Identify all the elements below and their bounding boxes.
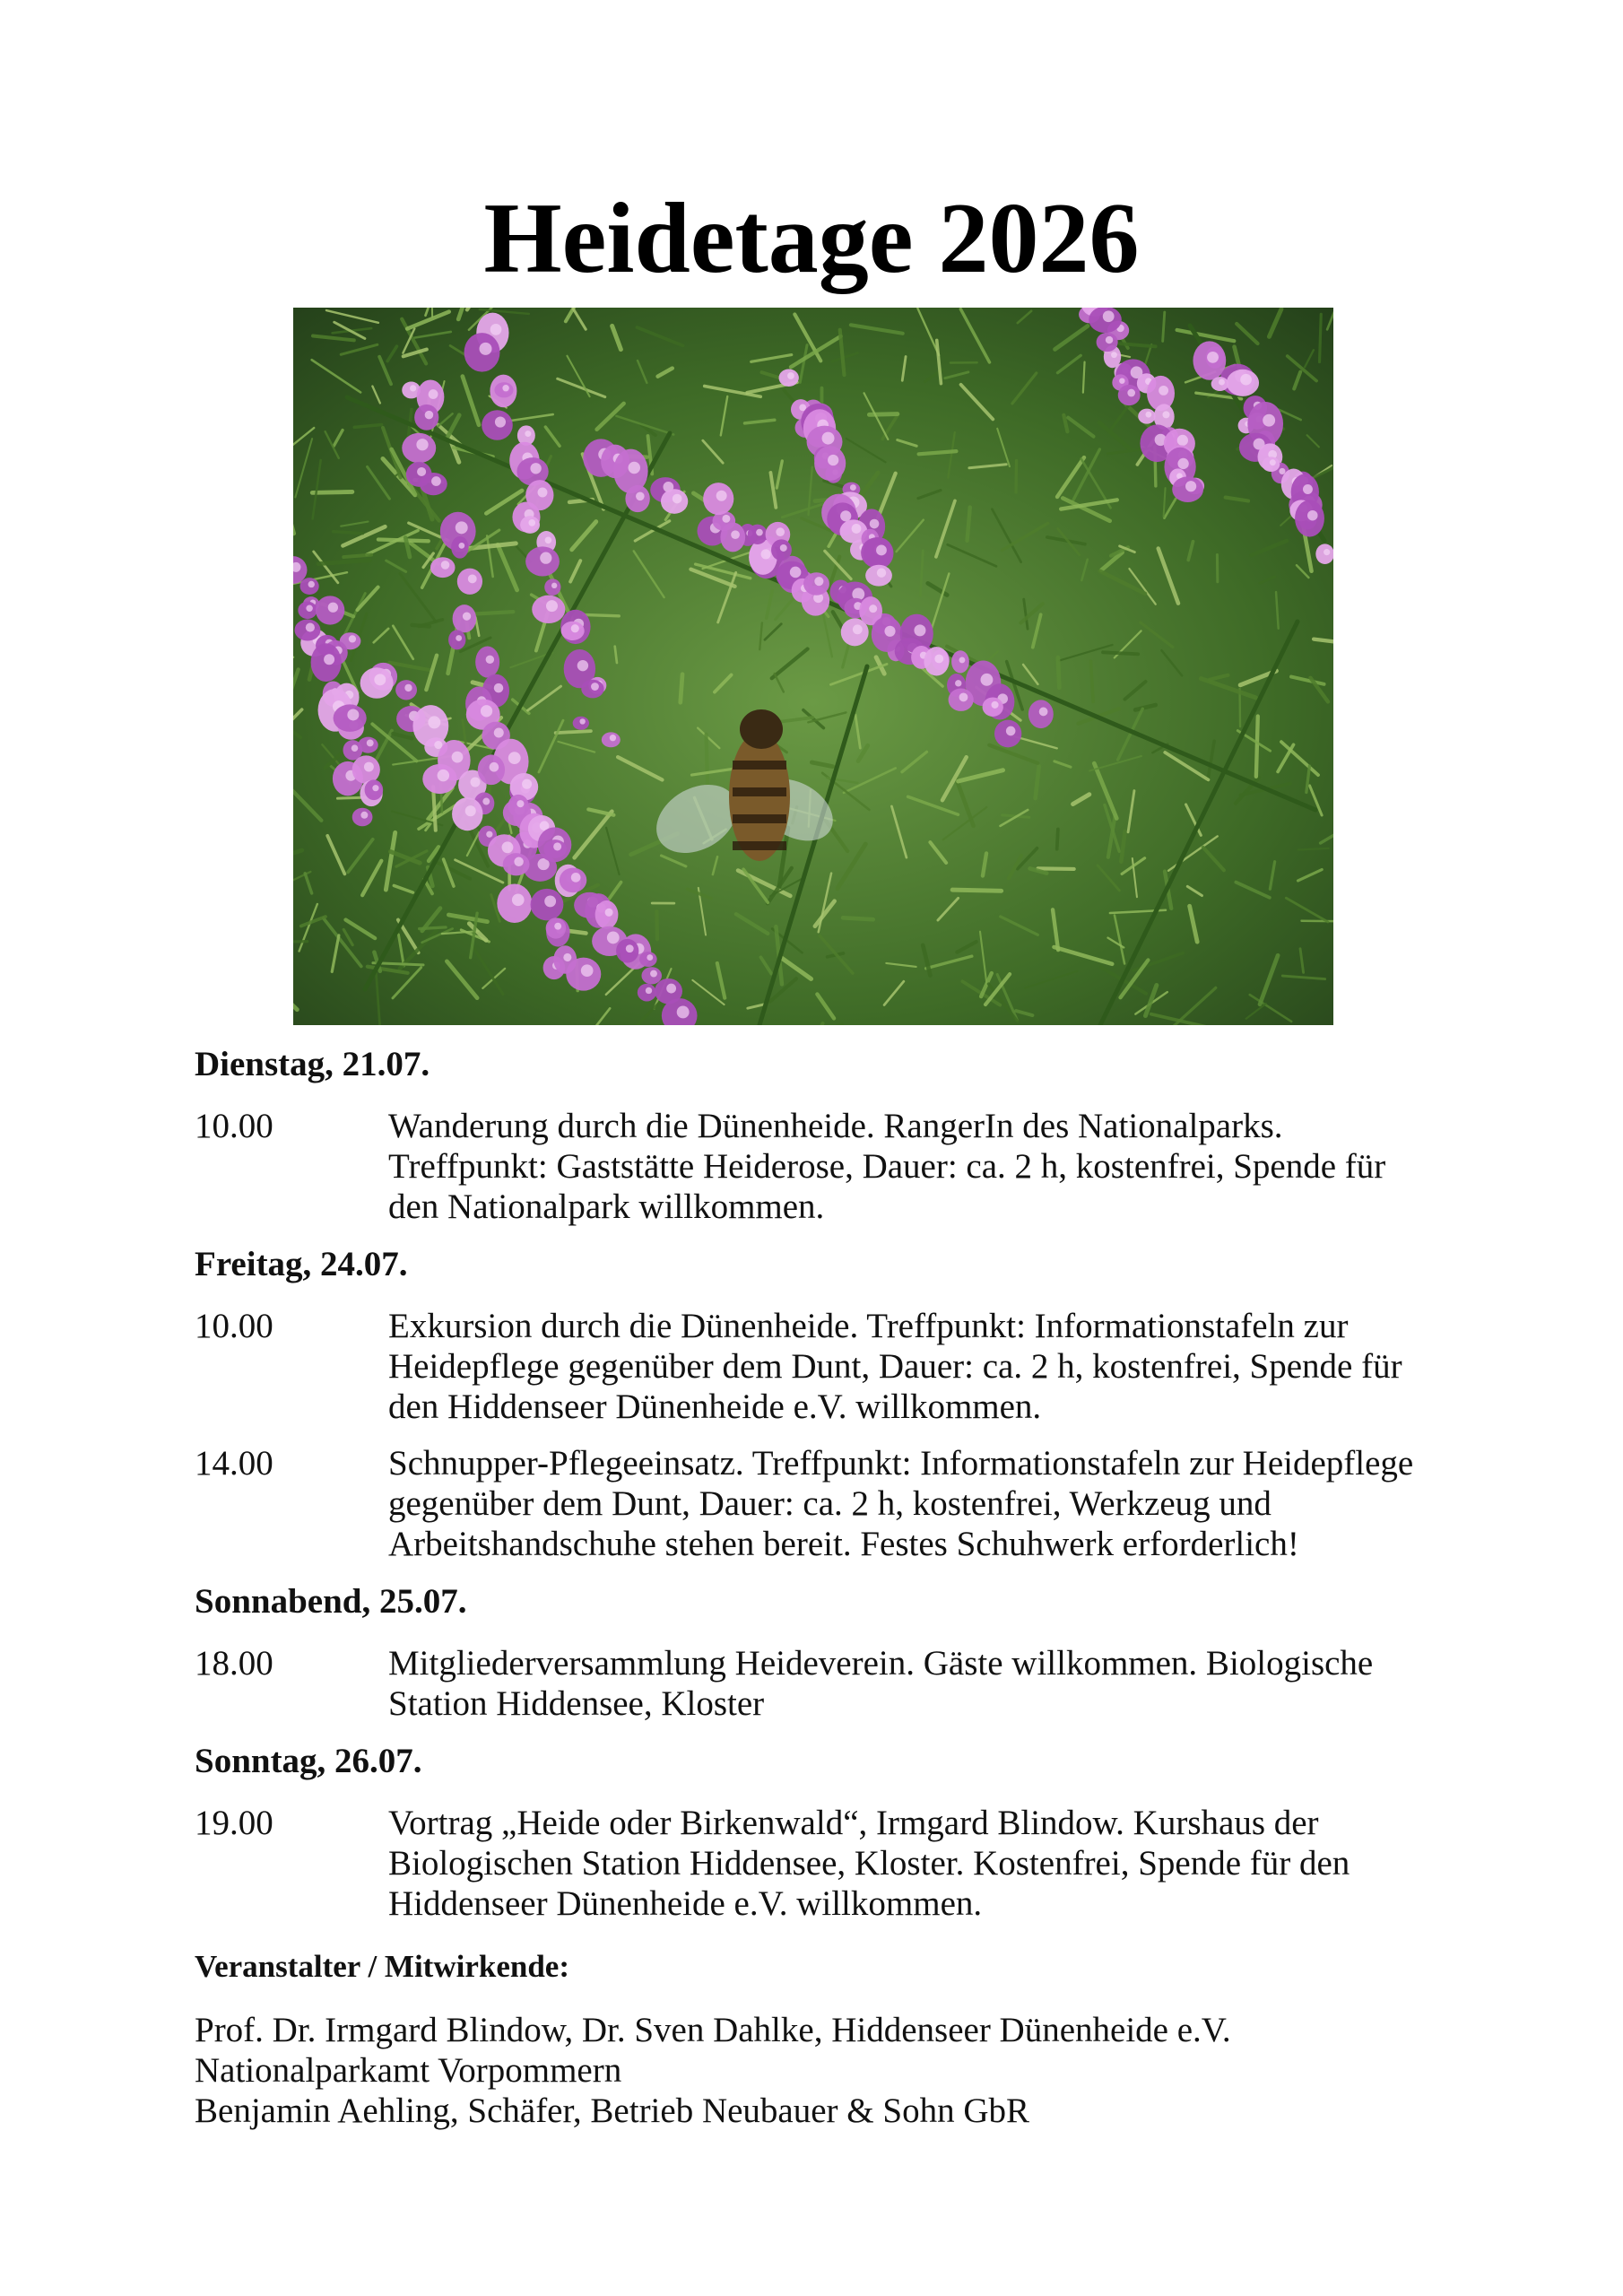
event-description-line: Biologischen Station Hiddensee, Kloster. Kostenfrei, Spende für den (388, 1844, 1350, 1883)
event-row (195, 1643, 1468, 1724)
event-description-line: Exkursion durch die Dünenheide. Treffpunkt: Informationstafeln zur (388, 1307, 1349, 1345)
event-description-line: Vortrag „Heide oder Birkenwald“, Irmgard Blindow. Kurshaus der (388, 1804, 1319, 1842)
heather-bee-photo (293, 308, 1333, 1025)
event-description-line: gegenüber dem Dunt, Dauer: ca. 2 h, kostenfrei, Werkzeug und (388, 1484, 1271, 1523)
event-row (195, 1306, 1468, 1427)
event-description (388, 1643, 1468, 1724)
credits-heading: Veranstalter / Mitwirkende: (195, 1949, 569, 1984)
credits-section (195, 1946, 1468, 2131)
event-schedule (195, 1043, 1468, 2131)
event-description-line: Wanderung durch die Dünenheide. RangerIn des Nationalparks. (388, 1107, 1283, 1145)
heather-bee-image (293, 308, 1333, 1025)
day-heading: Freitag, 24.07. (195, 1245, 408, 1283)
credits-line: Nationalparkamt Vorpommern (195, 2051, 622, 2090)
day-heading: Sonnabend, 25.07. (195, 1582, 467, 1621)
credits-line: Benjamin Aehling, Schäfer, Betrieb Neubauer & Sohn GbR (195, 2092, 1029, 2130)
event-description-line: Station Hiddensee, Kloster (388, 1684, 765, 1723)
event-time: 18.00 (195, 1644, 273, 1683)
event-description-line: den Hiddenseer Dünenheide e.V. willkommen. (388, 1387, 1042, 1426)
event-description-line: Arbeitshandschuhe stehen bereit. Festes Schuhwerk erforderlich! (388, 1525, 1299, 1563)
event-time: 19.00 (195, 1804, 273, 1842)
page-title: Heidetage 2026 (483, 183, 1140, 294)
day-heading: Dienstag, 21.07. (195, 1045, 430, 1083)
event-description (388, 1803, 1468, 1924)
credits-line: Prof. Dr. Irmgard Blindow, Dr. Sven Dahlke, Hiddenseer Dünenheide e.V. (195, 2011, 1231, 2049)
event-time: 14.00 (195, 1444, 273, 1483)
event-time: 10.00 (195, 1307, 273, 1345)
event-description-line: Hiddenseer Dünenheide e.V. willkommen. (388, 1884, 983, 1923)
event-description (388, 1106, 1468, 1227)
event-description-line: Heidepflege gegenüber dem Dunt, Dauer: ca. 2 h, kostenfrei, Spende für (388, 1347, 1402, 1386)
day-heading: Sonntag, 26.07. (195, 1742, 422, 1780)
event-description (388, 1443, 1468, 1564)
event-row (195, 1443, 1468, 1564)
event-description (388, 1306, 1468, 1427)
event-description-line: Schnupper-Pflegeeinsatz. Treffpunkt: Informationstafeln zur Heidepflege (388, 1444, 1414, 1483)
event-description-line: Mitgliederversammlung Heideverein. Gäste willkommen. Biologische (388, 1644, 1374, 1683)
event-time: 10.00 (195, 1107, 273, 1145)
event-description-line: Treffpunkt: Gaststätte Heiderose, Dauer: ca. 2 h, kostenfrei, Spende für (388, 1147, 1386, 1186)
event-row (195, 1106, 1468, 1227)
event-row (195, 1803, 1468, 1924)
event-description-line: den Nationalpark willkommen. (388, 1187, 825, 1226)
